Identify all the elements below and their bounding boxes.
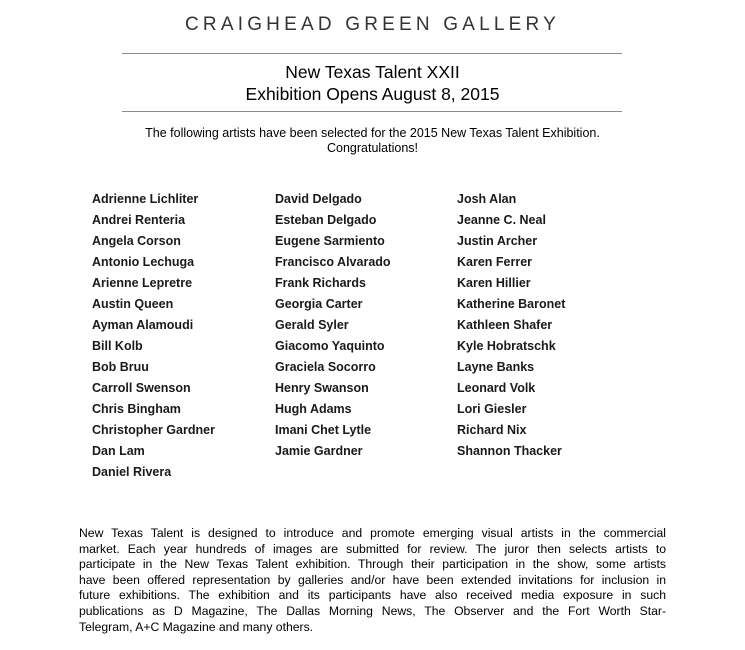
description-line: future exhibitions. The exhibition and its participants have also received media exposure in such xyxy=(79,588,666,603)
artist-name: Kathleen Shafer xyxy=(457,318,553,332)
description-line: publications as D Magazine, The Dallas Morning News, The Observer and the Fort Worth Star- xyxy=(79,603,666,618)
description-line: market. Each year hundreds of images are submitted for review. The juror then selects artists to xyxy=(79,541,666,556)
artist-name: Richard Nix xyxy=(457,423,527,437)
description-line: have been offered representation by galleries and/or have been extended invitations for inclusion in xyxy=(79,572,666,587)
artist-name: Leonard Volk xyxy=(457,381,536,395)
intro-line: The following artists have been selected for the 2015 New Texas Talent Exhibition. xyxy=(145,126,600,140)
artist-name: Esteban Delgado xyxy=(275,213,377,227)
exhibition-description xyxy=(79,526,666,635)
artist-name: Lori Giesler xyxy=(457,402,527,416)
exhibition-subtitle: Exhibition Opens August 8, 2015 xyxy=(245,84,500,104)
artist-name: Imani Chet Lytle xyxy=(275,423,372,437)
artist-name: Christopher Gardner xyxy=(92,423,215,437)
artist-name: Jamie Gardner xyxy=(275,444,363,458)
artist-name: Andrei Renteria xyxy=(92,213,186,227)
artist-name: Jeanne C. Neal xyxy=(457,213,546,227)
artist-name: Karen Hillier xyxy=(457,276,531,290)
artist-name: Gerald Syler xyxy=(275,318,349,332)
artist-name: Giacomo Yaquinto xyxy=(275,339,385,353)
artist-name: Arienne Lepretre xyxy=(92,276,193,290)
artist-name: Graciela Socorro xyxy=(275,360,376,374)
artist-name: Eugene Sarmiento xyxy=(275,234,385,248)
artist-name: Henry Swanson xyxy=(275,381,369,395)
description-line: New Texas Talent is designed to introduce and promote emerging visual artists in the commercial xyxy=(79,526,666,540)
artist-name: Frank Richards xyxy=(275,276,367,290)
top-divider xyxy=(122,53,622,54)
exhibition-title: New Texas Talent XXII xyxy=(285,62,460,82)
artist-name: Hugh Adams xyxy=(275,402,352,416)
artist-name: Shannon Thacker xyxy=(457,444,562,458)
artist-column-2 xyxy=(275,189,391,462)
artist-name: David Delgado xyxy=(275,192,362,206)
artist-name: Daniel Rivera xyxy=(92,465,172,479)
artist-name: Angela Corson xyxy=(92,234,181,248)
artist-name: Katherine Baronet xyxy=(457,297,566,311)
description-line: participate in the New Texas Talent exhibition. Through their participation in the show, some artists xyxy=(79,557,666,572)
artist-name: Josh Alan xyxy=(457,192,517,206)
artist-name: Antonio Lechuga xyxy=(92,255,195,269)
artist-name: Karen Ferrer xyxy=(457,255,533,269)
gallery-name: CRAIGHEAD GREEN GALLERY xyxy=(185,14,560,35)
artist-name: Georgia Carter xyxy=(275,297,363,311)
artist-name: Adrienne Lichliter xyxy=(92,192,199,206)
intro-text xyxy=(0,126,745,156)
artist-name: Ayman Alamoudi xyxy=(92,318,194,332)
artist-name: Kyle Hobratschk xyxy=(457,339,556,353)
artist-name: Bob Bruu xyxy=(92,360,149,374)
artist-name: Bill Kolb xyxy=(92,339,143,353)
artist-name: Carroll Swenson xyxy=(92,381,191,395)
artist-column-3 xyxy=(457,189,565,462)
artist-column-1 xyxy=(92,189,215,483)
bottom-divider xyxy=(122,111,622,112)
artist-name: Layne Banks xyxy=(457,360,535,374)
description-line: Telegram, A+C Magazine and many others. xyxy=(79,619,314,634)
artist-name: Chris Bingham xyxy=(92,402,181,416)
artist-name: Francisco Alvarado xyxy=(275,255,391,269)
artist-name: Justin Archer xyxy=(457,234,538,248)
artist-name: Dan Lam xyxy=(92,444,145,458)
intro-congratulations: Congratulations! xyxy=(326,141,419,155)
artist-name: Austin Queen xyxy=(92,297,174,311)
